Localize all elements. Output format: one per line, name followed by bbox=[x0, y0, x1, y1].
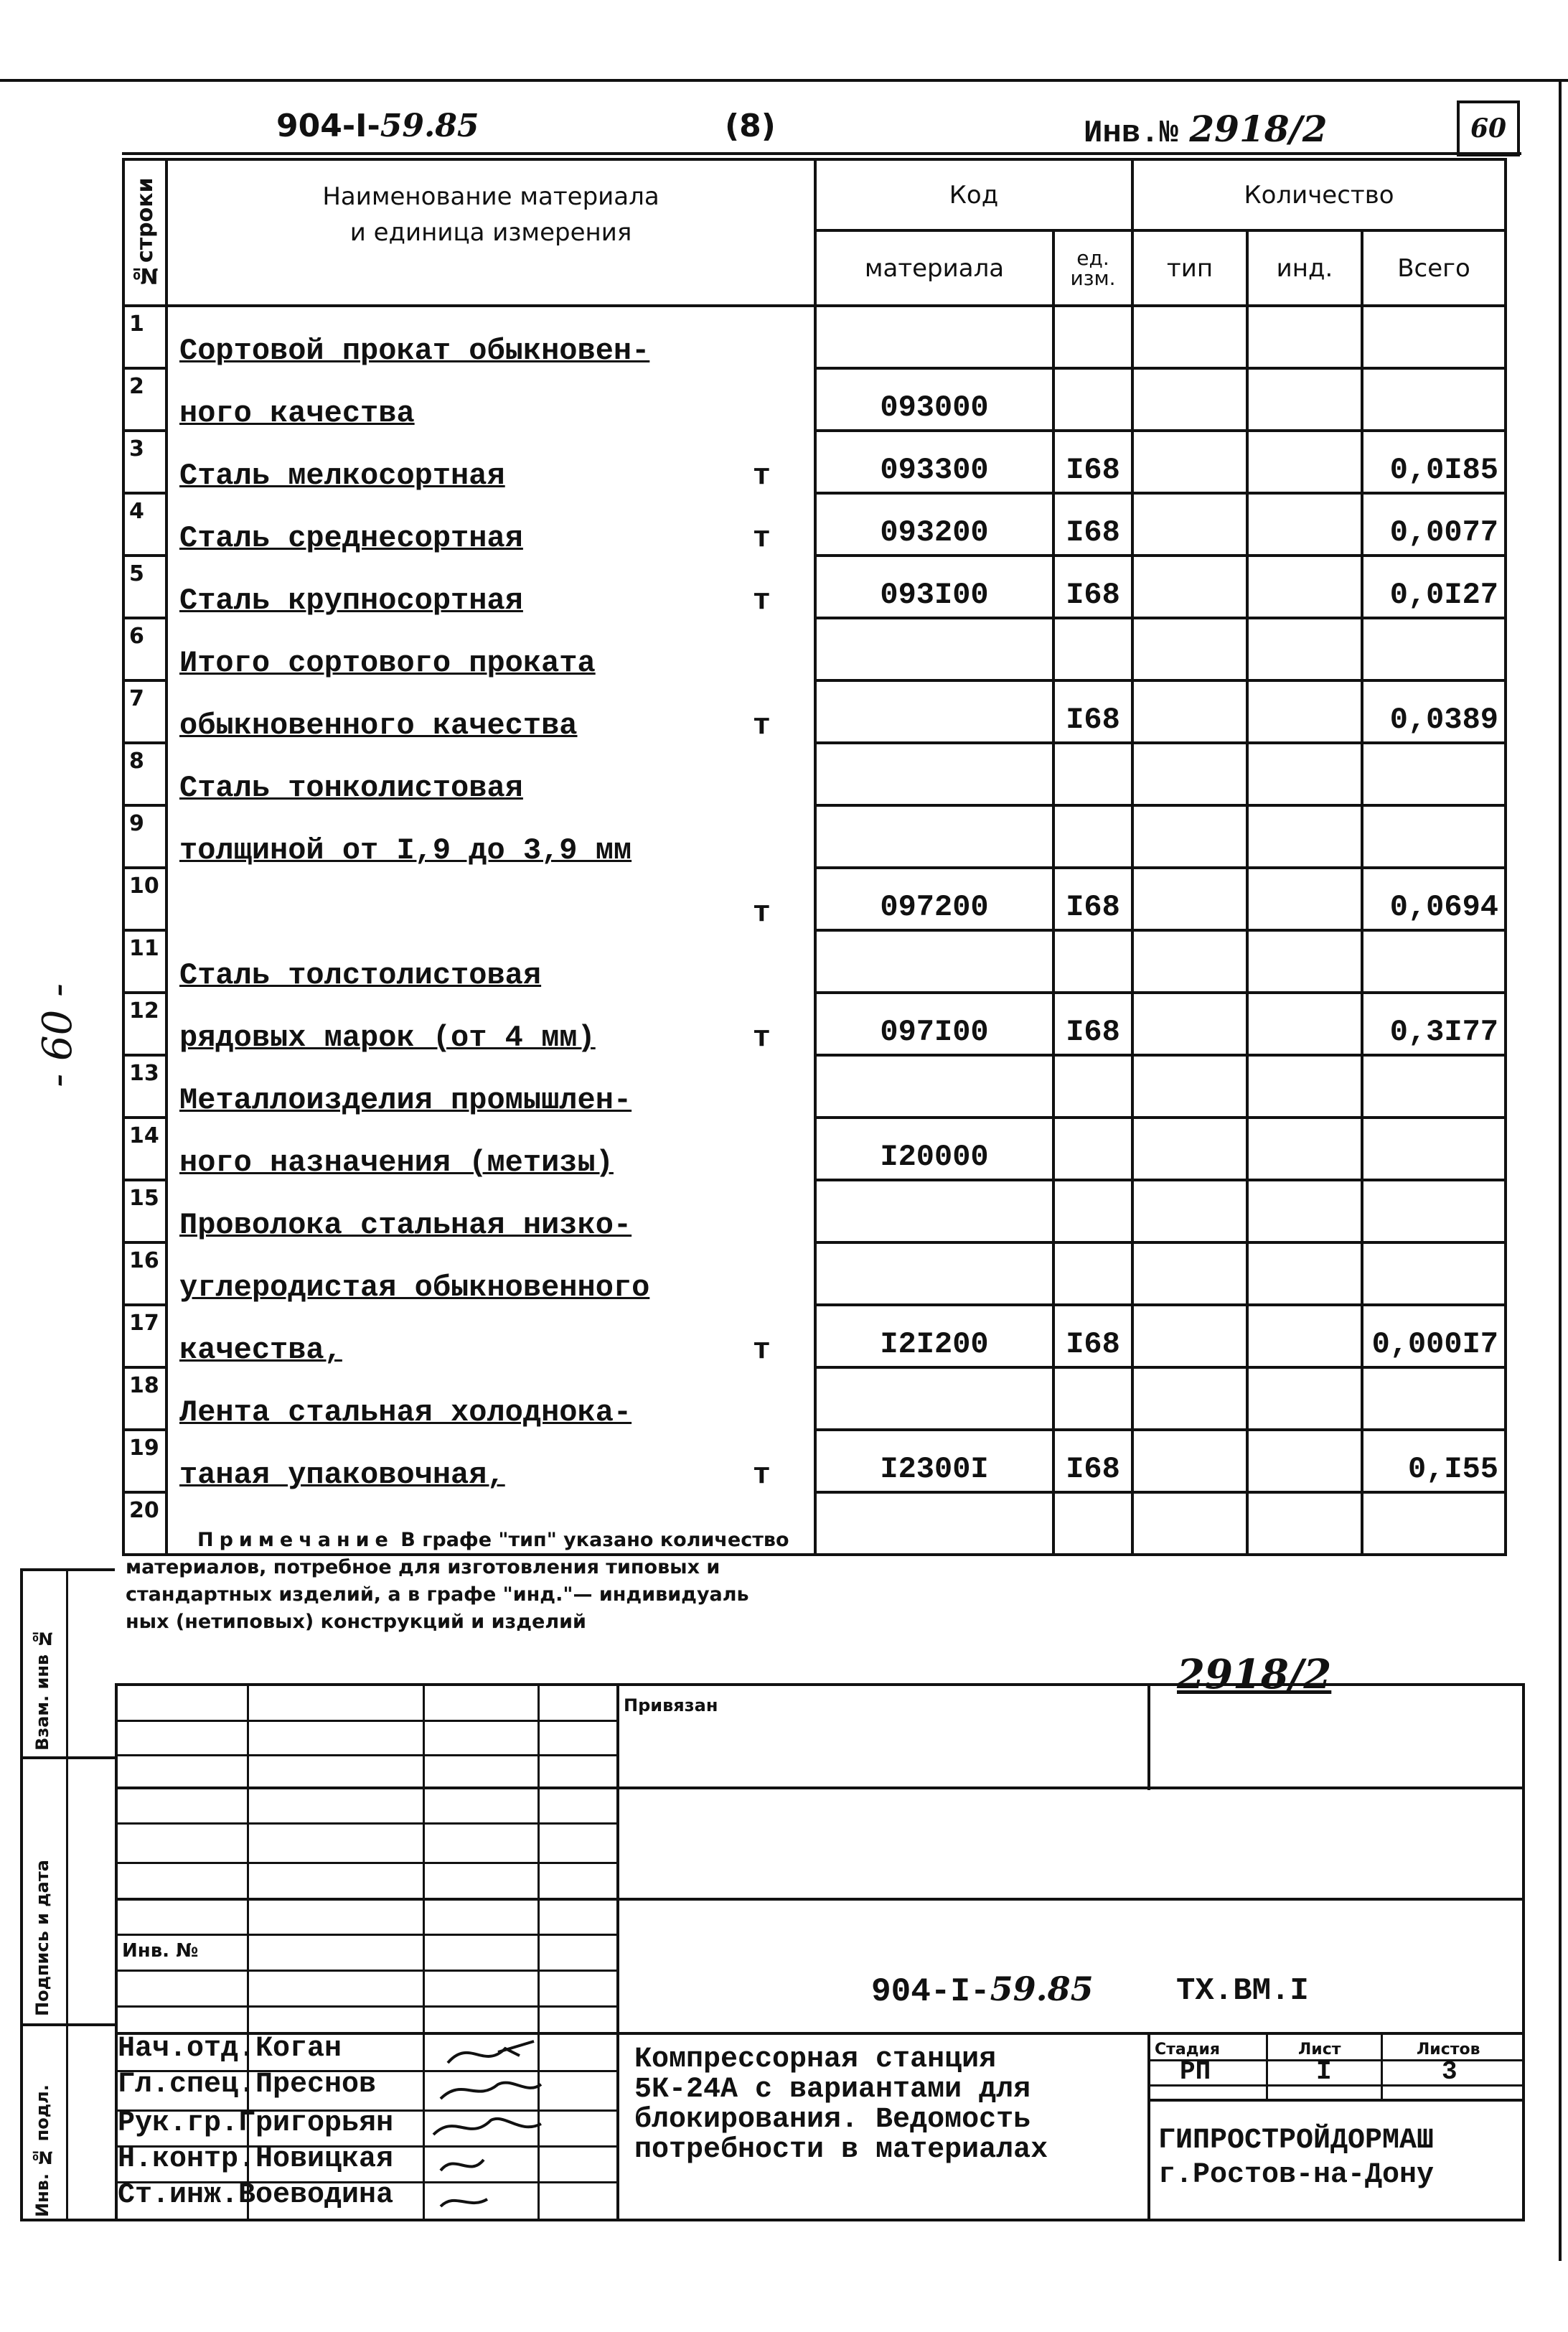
unit-code bbox=[1053, 1180, 1132, 1242]
table-row bbox=[123, 618, 1506, 680]
qty-ind bbox=[1247, 306, 1362, 368]
qty-ind bbox=[1247, 1242, 1362, 1305]
qty-total: 0,3I77 bbox=[1362, 993, 1506, 1055]
row-number: 19 bbox=[123, 1430, 166, 1492]
header-underline bbox=[122, 152, 1521, 155]
row-number: 6 bbox=[123, 618, 166, 680]
table-row bbox=[123, 306, 1506, 368]
unit-code: I68 bbox=[1053, 556, 1132, 618]
row-number: 11 bbox=[123, 930, 166, 993]
stamp-hline bbox=[1147, 2099, 1524, 2102]
col-header-total: Всего bbox=[1362, 230, 1506, 306]
note: Примечание В графе "тип" указано количество материалов, потребное для изготовления типовых и стандартных изделий, а в графе "инд."— индивидуаль ных (нетиповых) конструкций и изделий bbox=[126, 1529, 789, 1633]
table-row bbox=[123, 493, 1506, 556]
qty-type bbox=[1132, 805, 1247, 868]
col-header-material: материала bbox=[815, 230, 1053, 306]
material-name bbox=[166, 1180, 815, 1242]
qty-ind bbox=[1247, 493, 1362, 556]
stamp-hline bbox=[118, 1754, 616, 1756]
unit-code bbox=[1053, 306, 1132, 368]
qty-type bbox=[1132, 431, 1247, 493]
sheet-number: 60 bbox=[1470, 113, 1507, 144]
qty-ind bbox=[1247, 868, 1362, 930]
qty-ind bbox=[1247, 993, 1362, 1055]
unit-code bbox=[1053, 743, 1132, 805]
col-header-qty: Количество bbox=[1132, 159, 1506, 230]
qty-ind bbox=[1247, 618, 1362, 680]
qty-total: 0,0I85 bbox=[1362, 431, 1506, 493]
row-number: 13 bbox=[123, 1055, 166, 1118]
stamp-hline bbox=[118, 1898, 1524, 1901]
org-name: ГИПРОСТРОЙДОРМАШ г.Ростов-на-Дону bbox=[1158, 2125, 1435, 2191]
col-header-name: Наименование материала и единица измерения bbox=[166, 159, 815, 306]
qty-total bbox=[1362, 930, 1506, 993]
qty-type bbox=[1132, 993, 1247, 1055]
material-unit-letter: т bbox=[752, 708, 771, 743]
row-number: 10 bbox=[123, 868, 166, 930]
material-name bbox=[166, 1055, 815, 1118]
row-number: 8 bbox=[123, 743, 166, 805]
strip-divider bbox=[23, 1756, 115, 1759]
qty-type bbox=[1132, 368, 1247, 431]
unit-code bbox=[1053, 1367, 1132, 1430]
material-name-text: Сортовой прокат обыкновен- bbox=[179, 334, 650, 368]
left-strip bbox=[20, 1568, 115, 2221]
sheets-value: 3 bbox=[1442, 2057, 1457, 2087]
stamp-vline bbox=[1147, 1686, 1150, 1790]
stamp-hline bbox=[118, 1822, 616, 1825]
side-page-number: - 60 - bbox=[34, 983, 81, 1087]
qty-total bbox=[1362, 805, 1506, 868]
stamp-hline bbox=[118, 1934, 616, 1936]
material-name bbox=[166, 930, 815, 993]
qty-ind bbox=[1247, 743, 1362, 805]
qty-type bbox=[1132, 1305, 1247, 1367]
material-name bbox=[166, 993, 815, 1055]
qty-ind bbox=[1247, 1118, 1362, 1180]
stamp-person: Рук.гр.Григорьян bbox=[118, 2107, 394, 2140]
table-row bbox=[123, 368, 1506, 431]
qty-ind bbox=[1247, 930, 1362, 993]
material-code bbox=[815, 743, 1053, 805]
material-code bbox=[815, 306, 1053, 368]
stamp-vline bbox=[1266, 2032, 1268, 2100]
stamp-person: Н.контр.Новицкая bbox=[118, 2143, 394, 2176]
col-header-unit: ед. изм. bbox=[1053, 230, 1132, 306]
table-row bbox=[123, 993, 1506, 1055]
unit-code bbox=[1053, 930, 1132, 993]
stamp-hline bbox=[118, 1970, 616, 1972]
stamp-hline bbox=[118, 1787, 1524, 1789]
stamp-vline bbox=[247, 1686, 249, 2221]
material-name-text: толщиной от I,9 до 3,9 мм bbox=[179, 833, 632, 868]
sheet-label: Лист bbox=[1298, 2041, 1341, 2059]
material-unit-letter: т bbox=[752, 896, 771, 930]
qty-type bbox=[1132, 1492, 1247, 1555]
table-row bbox=[123, 1430, 1506, 1492]
qty-ind bbox=[1247, 1305, 1362, 1367]
material-name bbox=[166, 1367, 815, 1430]
table-row bbox=[123, 1367, 1506, 1430]
material-name bbox=[166, 618, 815, 680]
qty-type bbox=[1132, 1430, 1247, 1492]
material-name-text: Сталь крупносортная bbox=[179, 584, 523, 618]
material-name-text: ного назначения (метизы) bbox=[179, 1146, 614, 1180]
row-number: 12 bbox=[123, 993, 166, 1055]
table-row bbox=[123, 805, 1506, 868]
material-name bbox=[166, 680, 815, 743]
material-code: I2300I bbox=[815, 1430, 1053, 1492]
sheet-value: I bbox=[1316, 2057, 1332, 2087]
qty-total bbox=[1362, 1118, 1506, 1180]
material-name bbox=[166, 1118, 815, 1180]
col-header-ind: инд. bbox=[1247, 230, 1362, 306]
qty-total bbox=[1362, 1367, 1506, 1430]
material-code bbox=[815, 1242, 1053, 1305]
material-name bbox=[166, 1430, 815, 1492]
unit-code: I68 bbox=[1053, 1430, 1132, 1492]
material-name-text: Металлоизделия промышлен- bbox=[179, 1083, 632, 1118]
strip-divider bbox=[23, 2023, 115, 2026]
material-code: 093200 bbox=[815, 493, 1053, 556]
qty-type bbox=[1132, 1180, 1247, 1242]
material-name-text: ного качества bbox=[179, 396, 415, 431]
qty-ind bbox=[1247, 431, 1362, 493]
qty-ind bbox=[1247, 680, 1362, 743]
material-code bbox=[815, 805, 1053, 868]
qty-total bbox=[1362, 1492, 1506, 1555]
frame-right-edge bbox=[1559, 79, 1562, 2261]
qty-total: 0,0I27 bbox=[1362, 556, 1506, 618]
signature-marks bbox=[419, 2034, 613, 2221]
page-mark: (8) bbox=[725, 108, 776, 144]
stage-label: Стадия bbox=[1155, 2041, 1221, 2059]
unit-code bbox=[1053, 1118, 1132, 1180]
material-code bbox=[815, 1367, 1053, 1430]
material-name bbox=[166, 743, 815, 805]
material-name-text: таная упаковочная, bbox=[179, 1458, 505, 1492]
strip-vzam: Взам. инв № bbox=[32, 1628, 52, 1751]
qty-type bbox=[1132, 1055, 1247, 1118]
qty-total bbox=[1362, 368, 1506, 431]
qty-total bbox=[1362, 1055, 1506, 1118]
col-header-code: Код bbox=[815, 159, 1132, 230]
qty-total: 0,000I7 bbox=[1362, 1305, 1506, 1367]
material-name-text: обыкновенного качества bbox=[179, 708, 578, 743]
unit-code bbox=[1053, 618, 1132, 680]
material-name-text: углеродистая обыкновенного bbox=[179, 1270, 650, 1305]
material-name-text: Итого сортового проката bbox=[179, 646, 596, 680]
material-code: 093000 bbox=[815, 368, 1053, 431]
materials-table bbox=[122, 158, 1507, 1556]
material-code: I2I200 bbox=[815, 1305, 1053, 1367]
table-row bbox=[123, 1118, 1506, 1180]
row-number: 1 bbox=[123, 306, 166, 368]
material-name bbox=[166, 368, 815, 431]
doc-code: 904-I-59.85 bbox=[276, 108, 479, 144]
unit-code: I68 bbox=[1053, 1305, 1132, 1367]
qty-ind bbox=[1247, 1492, 1362, 1555]
table-row bbox=[123, 868, 1506, 930]
row-number: 2 bbox=[123, 368, 166, 431]
material-name-text: качества, bbox=[179, 1333, 342, 1367]
stamp-person: Ст.инж.Воеводина bbox=[118, 2179, 394, 2211]
qty-ind bbox=[1247, 805, 1362, 868]
unit-code bbox=[1053, 805, 1132, 868]
material-unit-letter: т bbox=[752, 521, 771, 556]
note-title: Примечание bbox=[197, 1529, 394, 1551]
privyazan-label: Привязан bbox=[624, 1695, 718, 1715]
stamp-doc-mark: ТХ.ВМ.I bbox=[1176, 1973, 1309, 2009]
qty-type bbox=[1132, 930, 1247, 993]
qty-total: 0,0389 bbox=[1362, 680, 1506, 743]
row-number: 7 bbox=[123, 680, 166, 743]
strip-divider bbox=[66, 1571, 68, 2221]
material-code: 093300 bbox=[815, 431, 1053, 493]
row-number: 9 bbox=[123, 805, 166, 868]
material-name-text: Проволока стальная низко- bbox=[179, 1208, 632, 1242]
material-name bbox=[166, 431, 815, 493]
qty-total bbox=[1362, 1180, 1506, 1242]
unit-code: I68 bbox=[1053, 431, 1132, 493]
material-name-text: Сталь мелкосортная bbox=[179, 459, 505, 493]
qty-type bbox=[1132, 556, 1247, 618]
qty-ind bbox=[1247, 1430, 1362, 1492]
frame-top-line bbox=[0, 79, 1568, 82]
qty-ind bbox=[1247, 368, 1362, 431]
material-code bbox=[815, 618, 1053, 680]
qty-type bbox=[1132, 1242, 1247, 1305]
strip-podpis: Подпись и дата bbox=[32, 1860, 52, 2016]
qty-total bbox=[1362, 618, 1506, 680]
qty-ind bbox=[1247, 1055, 1362, 1118]
unit-code bbox=[1053, 1055, 1132, 1118]
qty-ind bbox=[1247, 556, 1362, 618]
material-code bbox=[815, 930, 1053, 993]
row-number: 14 bbox=[123, 1118, 166, 1180]
qty-type bbox=[1132, 1367, 1247, 1430]
table-row bbox=[123, 1242, 1506, 1305]
material-unit-letter: т bbox=[752, 584, 771, 618]
qty-type bbox=[1132, 743, 1247, 805]
material-name bbox=[166, 1305, 815, 1367]
row-number: 4 bbox=[123, 493, 166, 556]
row-number: 20 bbox=[123, 1492, 166, 1555]
material-code: I20000 bbox=[815, 1118, 1053, 1180]
material-name bbox=[166, 306, 815, 368]
unit-code: I68 bbox=[1053, 493, 1132, 556]
material-code bbox=[815, 1055, 1053, 1118]
col-header-rownum: №строки bbox=[123, 159, 166, 306]
material-name bbox=[166, 805, 815, 868]
table-row bbox=[123, 431, 1506, 493]
material-name-text: Лента стальная холоднока- bbox=[179, 1395, 632, 1430]
material-name-text: рядовых марок (от 4 мм) bbox=[179, 1021, 596, 1055]
material-unit-letter: т bbox=[752, 1458, 771, 1492]
unit-code: I68 bbox=[1053, 680, 1132, 743]
material-code bbox=[815, 680, 1053, 743]
table-row bbox=[123, 1305, 1506, 1367]
stamp-doc-code: 904-I-59.85 bbox=[871, 1970, 1094, 2010]
qty-total bbox=[1362, 306, 1506, 368]
stamp-vline bbox=[616, 1686, 619, 2221]
material-unit-letter: т bbox=[752, 459, 771, 493]
qty-type bbox=[1132, 618, 1247, 680]
qty-type bbox=[1132, 1118, 1247, 1180]
stamp-hline bbox=[118, 1720, 616, 1722]
stamp-block bbox=[115, 1683, 1525, 2221]
material-code bbox=[815, 1180, 1053, 1242]
material-name-text: Сталь толстолистовая bbox=[179, 958, 542, 993]
row-number: 18 bbox=[123, 1367, 166, 1430]
row-number: 5 bbox=[123, 556, 166, 618]
qty-total bbox=[1362, 1242, 1506, 1305]
table-row bbox=[123, 1055, 1506, 1118]
stamp-title: Компрессорная станция 5К-24А с вариантами для блокирования. Ведомость потребности в материалах bbox=[634, 2043, 1048, 2166]
table-row bbox=[123, 1180, 1506, 1242]
unit-code: I68 bbox=[1053, 993, 1132, 1055]
qty-total: 0,I55 bbox=[1362, 1430, 1506, 1492]
unit-code bbox=[1053, 368, 1132, 431]
note-handwritten-number: 2918/2 bbox=[1177, 1651, 1332, 1698]
qty-total bbox=[1362, 743, 1506, 805]
sheet-number-box bbox=[1457, 100, 1520, 156]
table-row bbox=[123, 743, 1506, 805]
row-number: 15 bbox=[123, 1180, 166, 1242]
stamp-hline bbox=[118, 1862, 616, 1864]
qty-ind bbox=[1247, 1367, 1362, 1430]
material-name-text: Сталь тонколистовая bbox=[179, 771, 523, 805]
stamp-person: Нач.отд.Коган bbox=[118, 2033, 342, 2065]
qty-type bbox=[1132, 493, 1247, 556]
sheets-label: Листов bbox=[1417, 2041, 1480, 2059]
unit-code bbox=[1053, 1242, 1132, 1305]
unit-code: I68 bbox=[1053, 868, 1132, 930]
material-name-text: Сталь среднесортная bbox=[179, 521, 523, 556]
qty-ind bbox=[1247, 1180, 1362, 1242]
material-unit-letter: т bbox=[752, 1333, 771, 1367]
qty-total: 0,0694 bbox=[1362, 868, 1506, 930]
inventory-number: Инв.№ 2918/2 bbox=[1084, 108, 1328, 151]
table-row bbox=[123, 556, 1506, 618]
material-code: 093I00 bbox=[815, 556, 1053, 618]
qty-type bbox=[1132, 680, 1247, 743]
table-row bbox=[123, 680, 1506, 743]
qty-type bbox=[1132, 306, 1247, 368]
stage-value: РП bbox=[1180, 2057, 1211, 2087]
stamp-hline bbox=[118, 2005, 616, 2008]
material-name bbox=[166, 556, 815, 618]
qty-total: 0,0077 bbox=[1362, 493, 1506, 556]
material-unit-letter: т bbox=[752, 1021, 771, 1055]
material-name bbox=[166, 1242, 815, 1305]
row-number: 16 bbox=[123, 1242, 166, 1305]
strip-inv-podl: Инв. № подл. bbox=[32, 2084, 52, 2217]
material-name bbox=[166, 868, 815, 930]
row-number: 3 bbox=[123, 431, 166, 493]
material-name bbox=[166, 493, 815, 556]
col-header-type: тип bbox=[1132, 230, 1247, 306]
qty-type bbox=[1132, 868, 1247, 930]
unit-code bbox=[1053, 1492, 1132, 1555]
row-number: 17 bbox=[123, 1305, 166, 1367]
inv-no-label: Инв. № bbox=[122, 1940, 199, 1962]
table-row bbox=[123, 930, 1506, 993]
material-code: 097I00 bbox=[815, 993, 1053, 1055]
material-code: 097200 bbox=[815, 868, 1053, 930]
stamp-person: Гл.спец.Преснов bbox=[118, 2069, 377, 2101]
stamp-vline bbox=[1381, 2032, 1383, 2100]
